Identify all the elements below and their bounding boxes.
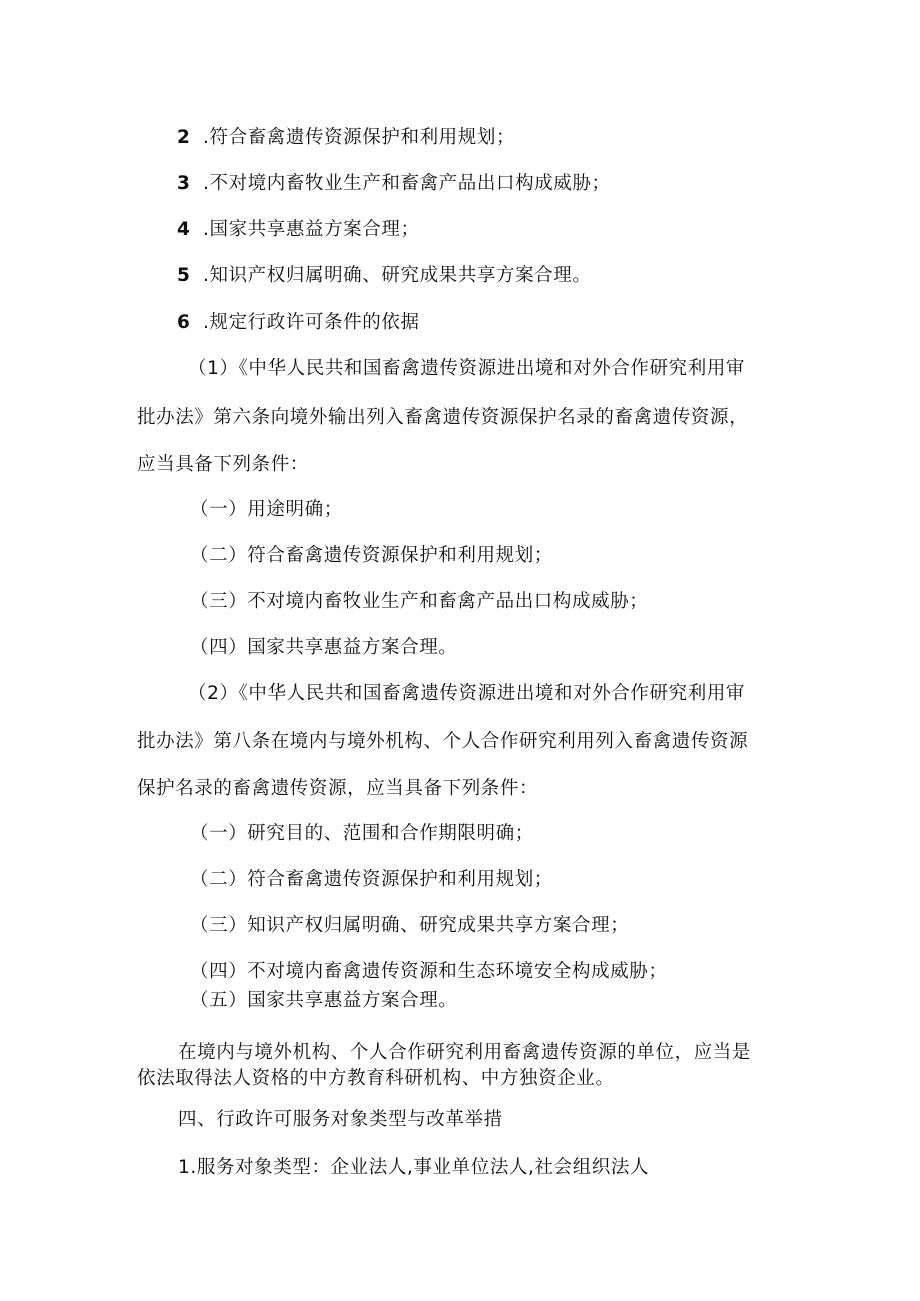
- list-item-text: .国家共享惠益方案合理；: [203, 219, 420, 240]
- clause-2-condition: （五）国家共享惠益方案合理。: [190, 990, 458, 1011]
- list-item-number: 2: [177, 127, 191, 148]
- list-item-number: 4: [177, 219, 191, 240]
- clause-2-condition: （二）符合畜禽遗传资源保护和利用规划；: [190, 869, 553, 890]
- list-item: [177, 217, 420, 243]
- clause-1-condition: （一）用途明确；: [190, 499, 343, 520]
- clause-1-line: （1）《中华人民共和国畜禽遗传资源进出境和对外合作研究利用审: [188, 358, 746, 379]
- list-item-number: 3: [177, 173, 191, 194]
- clause-1-condition: （四）国家共享惠益方案合理。: [190, 637, 458, 658]
- list-item-text: .规定行政许可条件的依据: [203, 312, 420, 333]
- clause-2-line: 保护名录的畜禽遗传资源，应当具备下列条件：: [137, 778, 539, 799]
- service-object-types: 1.服务对象类型：企业法人,事业单位法人,社会组织法人: [178, 1157, 650, 1178]
- list-item-text: .知识产权归属明确、研究成果共享方案合理。: [203, 265, 592, 286]
- list-item-number: 6: [177, 312, 191, 333]
- note-line: 在境内与境外机构、个人合作研究利用畜禽遗传资源的单位，应当是: [178, 1042, 752, 1063]
- clause-2-line: （2）《中华人民共和国畜禽遗传资源进出境和对外合作研究利用审: [188, 683, 746, 704]
- list-item-text: .符合畜禽遗传资源保护和利用规划；: [203, 127, 516, 148]
- clause-1-line: 应当具备下列条件：: [137, 454, 309, 475]
- list-item: [177, 171, 611, 197]
- section-heading: 四、行政许可服务对象类型与改革举措: [178, 1109, 503, 1130]
- list-item-number: 5: [177, 265, 191, 286]
- list-item: [177, 263, 591, 289]
- list-item: [177, 125, 515, 151]
- clause-2-condition: （四）不对境内畜禽遗传资源和生态环境安全构成威胁；: [190, 961, 668, 982]
- clause-1-line: 批办法》第六条向境外输出列入畜禽遗传资源保护名录的畜禽遗传资源，: [137, 407, 749, 428]
- clause-2-condition: （一）研究目的、范围和合作期限明确；: [190, 823, 534, 844]
- list-item-text: .不对境内畜牧业生产和畜禽产品出口构成威胁；: [203, 173, 611, 194]
- note-line: 依法取得法人资格的中方教育科研机构、中方独资企业。: [137, 1068, 615, 1089]
- clause-1-condition: （三）不对境内畜牧业生产和畜禽产品出口构成威胁；: [190, 591, 649, 612]
- clause-1-condition: （二）符合畜禽遗传资源保护和利用规划；: [190, 545, 553, 566]
- list-item: [177, 310, 420, 336]
- clause-2-line: 批办法》第八条在境内与境外机构、个人合作研究利用列入畜禽遗传资源: [137, 731, 749, 752]
- clause-2-condition: （三）知识产权归属明确、研究成果共享方案合理；: [190, 915, 630, 936]
